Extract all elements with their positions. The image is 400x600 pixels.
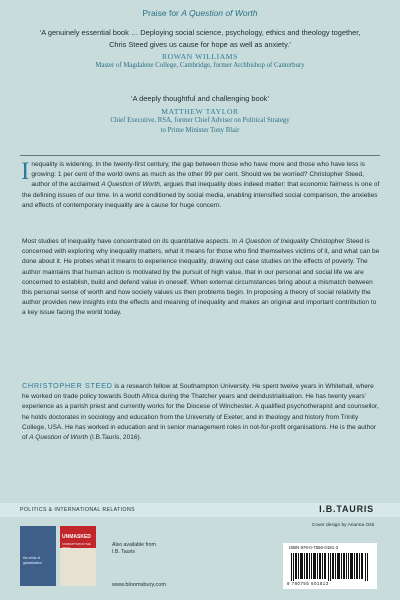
isbn-barcode-box: [283, 543, 377, 589]
barcode-icon: [291, 553, 369, 581]
thumbnail-title: UNMASKED: [62, 534, 91, 540]
author-bio-text: is a research fellow at Southampton University. He spent twelve years in Whitehall, where he worked on trade policy towards South Africa during the Thatcher years and deindustrialisation. He has twenty years’ experience as a parish priest and currently works for the Diocese of Winchester. A qualified psychotherapist and counsellor, he holds doctorates in sociology and education from the University of Exeter, and in theology and history from Trinity College, USA. He has worked in education and in senior management roles in not-for-profit organisations. He is the author of: [22, 383, 379, 442]
book-title-reference: A Question of Worth: [101, 181, 160, 189]
author-bio: [22, 381, 380, 443]
also-available-line: Also available from: [112, 542, 156, 548]
author-name: CHRISTOPHER STEED: [22, 381, 113, 390]
publisher-logo: I.B.TAURIS: [319, 504, 374, 514]
description-text: nequality is widening. In the twenty-first century, the gap between those who have more and those who have less is growing: 1 per cent of the world owns as much as the other 99 per cent. Should we be worried? Christopher Steed, author of the acclaimed: [31, 161, 365, 189]
reviewer-name: ROWAN WILLIAMS: [162, 52, 238, 61]
section-divider: [20, 155, 380, 156]
praise-heading: [0, 8, 400, 18]
also-available: [112, 542, 156, 556]
description-text: , argues that inequality does indeed matter: that economic fairness is one of the defining issues of our time. In a world conditioned by social media, enabling intensified social comparison, the anxieties and effects of contemporary inequality are a cause for huge concern.: [22, 181, 380, 209]
quote-block-1: [34, 27, 366, 71]
cover-design-credit: Cover design by Arianna Osti: [311, 523, 374, 528]
description-paragraph-2: [22, 237, 380, 319]
book-title-reference: A Question of Worth: [29, 434, 88, 442]
description-paragraph-1: [22, 160, 380, 211]
thumbnail-title: globalization: [23, 561, 42, 565]
dropcap: I: [21, 158, 30, 185]
reviewer-affiliation: Master of Magdalene College, Cambridge, former Archbishop of Canterbury: [95, 62, 305, 69]
praise-heading-lead: Praise for: [142, 8, 179, 18]
related-book-thumbnail: [20, 526, 56, 586]
quote-text: ‘A deeply thoughtful and challenging book’: [130, 94, 270, 103]
book-title-reference: A Question of Inequality: [239, 238, 309, 245]
quote-text: ‘A genuinely essential book … Deploying social science, psychology, ethics and theology together, Chris Steed gives us cause for hope as well as anxiety.’: [39, 28, 361, 49]
barcode-digits: 9 780755 601813: [287, 581, 329, 586]
website-link: www.bloomsbury.com: [112, 582, 166, 588]
description-text: Most studies of inequality have concentrated on its quantitative aspects. In: [22, 238, 240, 245]
description-text: Christopher Steed is concerned with exploring why inequality matters, what it means for those who find themselves victims of it, and what can be done about it. He probes what it means to experience inequality, drawing out case studies on the effects of poverty. The author maintains that human action is motivated by the pursuit of high value, that in our personal and social life we are concerned to establish, build and defend value in oneself. When external circumstances bring about a mismatch between this personal sense of worth and how society values us then problems begin. In proposing a theory of social relativity the author provides new insights into the effects and meaning of inequality and makes an original and important contribution to a key issue facing the world today.: [22, 238, 380, 317]
reviewer-affiliation-cont: to Prime Minister Tony Blair: [160, 126, 240, 134]
thumbnail-title: the crisis of: [23, 556, 41, 560]
thumbnail-subtitle: CORRUPTION IN THE WEST: [62, 542, 91, 550]
also-available-publisher: I.B. Tauris: [112, 549, 135, 556]
isbn-number: ISBN 978-0-7556-0181-3: [289, 545, 339, 550]
author-bio-text: (I.B.Tauris, 2016).: [88, 434, 142, 442]
quote-block-2: [34, 93, 366, 136]
reviewer-name: MATTHEW TAYLOR: [161, 106, 239, 116]
praise-heading-title: A Question of Worth: [181, 8, 258, 18]
related-book-thumbnail: [60, 526, 96, 586]
reviewer-affiliation: Chief Executive, RSA, former Chief Adviser on Political Strategy: [110, 116, 290, 124]
category-label: POLITICS & INTERNATIONAL RELATIONS: [20, 507, 135, 513]
